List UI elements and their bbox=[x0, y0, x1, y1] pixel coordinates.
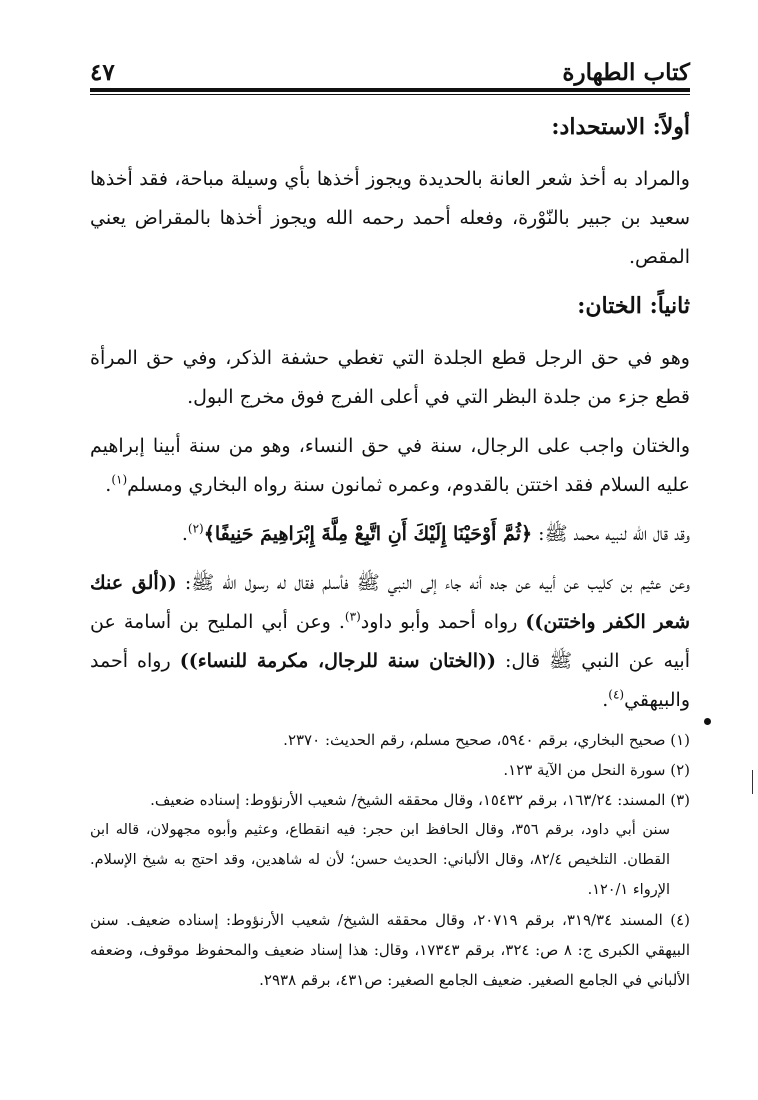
hadith-part-2: رواه أحمد وأبو داود bbox=[360, 611, 526, 633]
paragraph-khitan-rule bbox=[90, 427, 690, 505]
footnote-2 bbox=[90, 755, 690, 785]
hadith-part-1: وعن عثيم بن كليب عن أبيه عن جده أنه جاء إلى النبي ﷺ فأسلم فقال له رسول الله ﷺ: bbox=[176, 572, 690, 594]
quran-verse: ﴿ثُمَّ أَوْحَيْنَا إِلَيْكَ أَنِ اتَّبِعْ مِلَّةَ إِبْرَاهِيمَ حَنِيفًا﴾ bbox=[203, 523, 533, 545]
paragraph-istihdad: والمراد به أخذ شعر العانة بالحديدة ويجوز أخذها بأي وسيلة مباحة، فقد أخذها سعيد بن جبير بالنّوْرة، وفعله أحمد رحمه الله ويجوز أخذها بالمقراض يعني المقص. bbox=[90, 168, 690, 268]
khitan-rule-text: والختان واجب على الرجال، سنة في حق النساء، وهو من سنة أبينا إبراهيم عليه السلام فقد اختتن بالقدوم، وعمره ثمانون سنة رواه البخاري ومسلم bbox=[90, 435, 690, 496]
main-text bbox=[90, 108, 690, 730]
margin-bullet bbox=[704, 718, 711, 725]
hadith-end: . bbox=[602, 689, 609, 711]
paragraph-khitan-definition: وهو في حق الرجل قطع الجلدة التي تغطي حشفة الذكر، وفي حق المرأة قطع جزء من جلدة البظر التي في أعلى الفرج فوق مخرج البول. bbox=[90, 347, 690, 408]
footnotes bbox=[90, 725, 690, 995]
verse-intro: وقد قال الله لنبيه محمد ﷺ: bbox=[532, 523, 690, 545]
footnote-ref-4: (٤) bbox=[608, 687, 625, 702]
header-rule-thick bbox=[90, 88, 690, 92]
paragraph-verse bbox=[90, 515, 690, 554]
footnote-2-text: (٢) سورة النحل من الآية ١٢٣. bbox=[503, 761, 690, 779]
footnote-3 bbox=[90, 785, 690, 905]
hadith-part-3: . وعن أبي المليح بن أسامة عن أبيه عن النبي ﷺ قال: bbox=[90, 611, 690, 672]
footnote-1 bbox=[90, 725, 690, 755]
footnote-ref-1: (١) bbox=[111, 472, 128, 487]
header-rule-thin bbox=[90, 94, 690, 95]
book-title: كتاب الطهارة bbox=[562, 59, 690, 86]
footnote-1-text: (١) صحيح البخاري، برقم ٥٩٤٠، صحيح مسلم، رقم الحديث: ٢٣٧٠. bbox=[283, 731, 690, 749]
page-number: ٤٧ bbox=[90, 59, 115, 86]
footnote-4-text: (٤) المسند ٣١٩/٣٤، برقم ٢٠٧١٩، وقال محققه الشيخ/ شعيب الأرنؤوط: إسناده ضعيف. سنن البيهقي الكبرى ج: ٨ ص: ٣٢٤، برقم ١٧٣٤٣، وقال: هذا إسناد ضعيف والمحفوظ موقوف، وضعفه الألباني في الجامع الصغير. ضعيف الجامع الصغير: ص٤٣١، برقم ٢٩٣٨. bbox=[90, 911, 690, 989]
verse-end: . bbox=[181, 523, 188, 545]
footnote-ref-2: (٢) bbox=[187, 521, 204, 536]
hadith-quote-2: ((الختان سنة للرجال، مكرمة للنساء)) bbox=[179, 650, 496, 672]
section-heading-khitan: ثانياً: الختان: bbox=[577, 293, 690, 319]
khitan-rule-end: . bbox=[105, 474, 112, 496]
hadith-quote-1: ((ألق عنك شعر الكفر واختتن)) bbox=[90, 572, 690, 633]
page-header bbox=[90, 52, 690, 90]
footnote-ref-3: (٣) bbox=[344, 609, 361, 624]
footnote-4 bbox=[90, 905, 690, 995]
margin-edge-mark bbox=[752, 770, 753, 794]
footnote-3-continuation: سنن أبي داود، برقم ٣٥٦، وقال الحافظ ابن حجر: فيه انقطاع، وعثيم وأبوه مجهولان، قاله ابن القطان. التلخيص ٨٢/٤، وقال الألباني: الحديث حسن؛ لأن له شاهدين، وقد احتج به شيخ الإسلام. الإرواء ١٢٠/١. bbox=[90, 822, 670, 898]
footnote-3-text: (٣) المسند: ١٦٣/٢٤، برقم ١٥٤٣٢، وقال محققه الشيخ/ شعيب الأرنؤوط: إسناده ضعيف. bbox=[150, 791, 690, 809]
paragraph-hadith bbox=[90, 564, 690, 720]
hadith-part-4: رواه أحمد والبيهقي bbox=[90, 650, 690, 711]
section-heading-istihdad: أولاً: الاستحداد: bbox=[551, 114, 690, 140]
